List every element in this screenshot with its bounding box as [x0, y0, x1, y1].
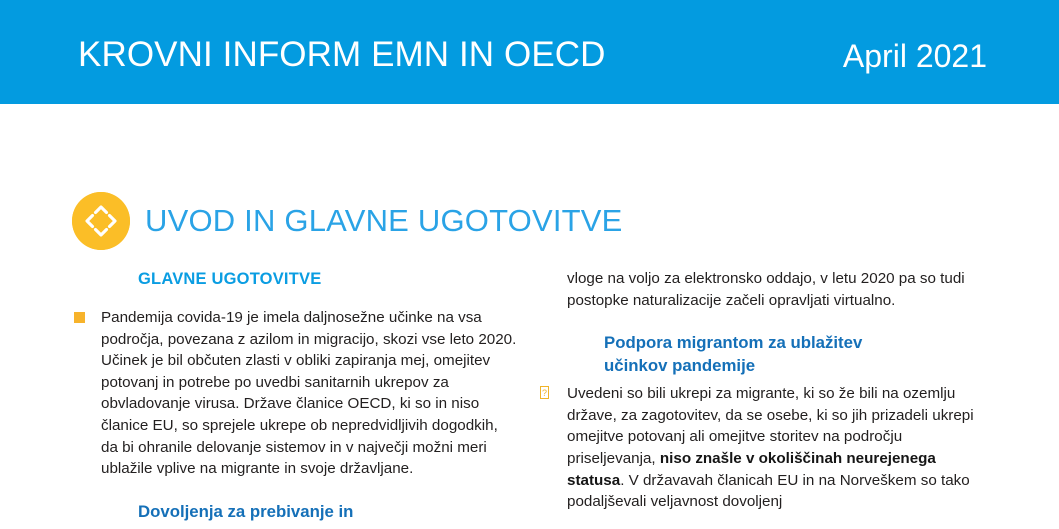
- right-bullet-text-tail: . V državavah članicah EU in na: [620, 471, 836, 489]
- missing-glyph-bullet-icon: ?: [541, 388, 547, 399]
- section-title: UVOD IN GLAVNE UGOTOVITVE: [145, 203, 623, 238]
- left-column-heading: GLAVNE UGOTOVITVE: [138, 270, 322, 288]
- header-banner: [0, 0, 1059, 104]
- right-continued-paragraph: vloge na voljo za elektronsko oddajo, v letu 2020 pa so tudi postopke naturalizacije začeli opravljati virtualno.: [567, 270, 965, 309]
- right-sub-heading: [540, 331, 988, 377]
- right-sub-heading-line-1: Podpora migrantom za ublažitev: [604, 333, 863, 353]
- right-bullet-text-emphasis: niso znašle v okoliščinah neurejenega statusa: [567, 449, 936, 489]
- section-title-row: [72, 192, 623, 250]
- left-bullet-text: Pandemija covida-19 je imela daljnosežne učinke na vsa področja, povezana z azilom in migracijo, skozi vse leto 2020. Učinek je bil občuten zlasti v obliki zapiranja mej, omejitev potovanj in potrebe po uvedbi sanitarnih ukrepov za obvladovanje virusa. Države članice OECD, ki so in niso članice EU, so sprejele ukrepe ob nepredvidljivih dogodkih, da bi ohranile delovanje sistemov in v največji možni meri ublažile vplive na migrante in svoje državljane.: [101, 309, 517, 478]
- move-arrows-icon: [72, 192, 130, 250]
- right-column: [540, 268, 988, 513]
- right-bullet-text-clipped: Norveškem so tako podaljševali veljavnost dovoljenj: [567, 471, 970, 511]
- orange-square-bullet-icon: [74, 312, 85, 323]
- document-title: KROVNI INFORM EMN IN OECD: [78, 35, 606, 74]
- left-sub-heading: Dovoljenja za prebivanje in: [138, 501, 354, 521]
- list-item: [74, 307, 518, 480]
- right-bullet-text: [567, 383, 988, 513]
- right-bullet-text-lead: Uvedeni so bili ukrepi za migrante, ki so že bili na ozemlju države, za zagotovitev, da se osebe, ki so jih prizadeli ukrepi omejitve potovanj ali omejitve storitev na področju priseljevanja,: [567, 385, 974, 467]
- document-date: April 2021: [842, 38, 987, 74]
- list-item: [540, 383, 988, 513]
- left-column: [74, 268, 518, 529]
- right-sub-heading-line-2: učinkov pandemije: [604, 356, 756, 376]
